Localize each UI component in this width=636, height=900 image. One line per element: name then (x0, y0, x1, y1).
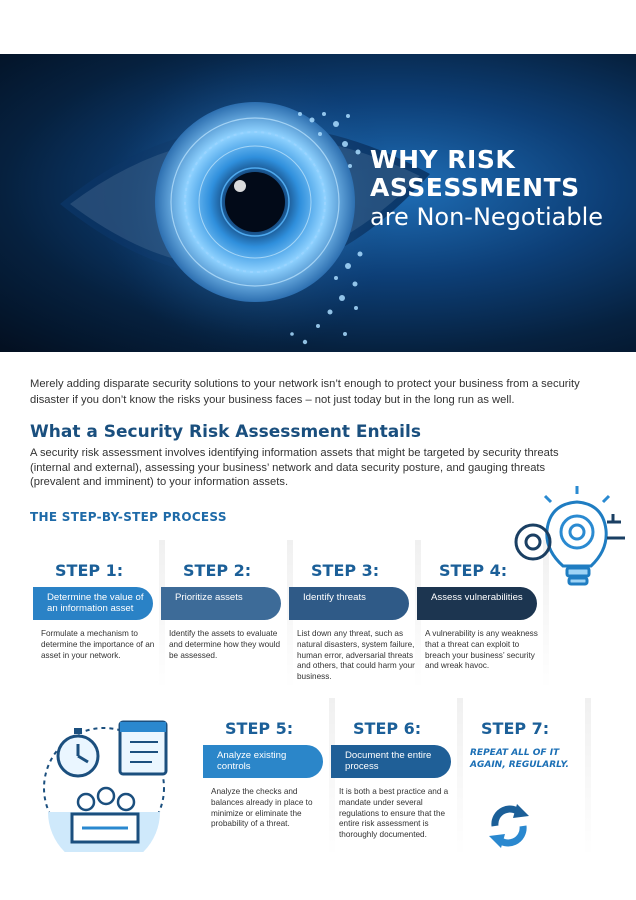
step-2 (161, 540, 293, 690)
step-divider (585, 698, 591, 858)
step-6 (331, 698, 463, 858)
step-label: STEP 6: (353, 719, 422, 738)
step-title-pill: Prioritize assets (161, 587, 281, 620)
step-title-pill: Document the entire process (331, 745, 451, 778)
step-description: A vulnerability is any weakness that a threat can exploit to breach your business’ security and wreak havoc. (425, 629, 538, 671)
hero-title-line-1: WHY RISK (370, 145, 516, 174)
step-description: Formulate a mechanism to determine the importance of an asset in your network. (41, 629, 155, 660)
team-planning-icon (38, 712, 178, 852)
step-label: STEP 4: (439, 561, 508, 580)
step-title-pill: Identify threats (289, 587, 409, 620)
step-description: Analyze the checks and balances already in place to minimize or eliminate the probability of a threat. (211, 787, 313, 829)
step-title-pill: Analyze existing controls (203, 745, 323, 778)
step-divider (543, 540, 549, 690)
step-description: List down any threat, such as natural disasters, system failure, human error, adversarial threats and others, that could harm your business. (297, 629, 415, 682)
intro-paragraph: Merely adding disparate security solutions to your network isn’t enough to protect your business from a security disaster if you don’t know the risks your business faces – not just today but in the long run as well. (30, 378, 580, 406)
step-label: STEP 2: (183, 561, 252, 580)
step-description: Identify the assets to evaluate and determine how they would be assessed. (169, 629, 281, 660)
hero-banner (0, 54, 636, 352)
step-7-repeat-text: REPEAT ALL OF IT AGAIN, REGULARLY. (470, 748, 569, 770)
step-1 (33, 540, 165, 690)
process-title: THE STEP-BY-STEP PROCESS (30, 510, 227, 524)
step-3 (289, 540, 421, 690)
step-label: STEP 1: (55, 561, 124, 580)
section-paragraph: A security risk assessment involves identifying information assets that might be targeted by security threats (internal and external), assessing your business’ network and data security posture, and gauging threats (prevalent and imminent) to your information assets. (30, 447, 559, 488)
step-4 (417, 540, 549, 690)
section-title: What a Security Risk Assessment Entails (30, 422, 421, 442)
hero-title-line-2: ASSESSMENTS (370, 173, 580, 202)
step-label: STEP 7: (481, 719, 550, 738)
step-description: It is both a best practice and a mandate under several regulations to ensure that the entire risk assessment is thoroughly documented. (339, 787, 449, 840)
hero-title-line-3: are Non-Negotiable (370, 203, 604, 231)
step-5 (203, 698, 335, 858)
step-title-pill: Assess vulnerabilities (417, 587, 537, 620)
hero-title (370, 146, 603, 231)
step-title-pill: Determine the value of an information asset (33, 587, 153, 620)
step-label: STEP 5: (225, 719, 294, 738)
step-7 (459, 698, 591, 858)
step-label: STEP 3: (311, 561, 380, 580)
